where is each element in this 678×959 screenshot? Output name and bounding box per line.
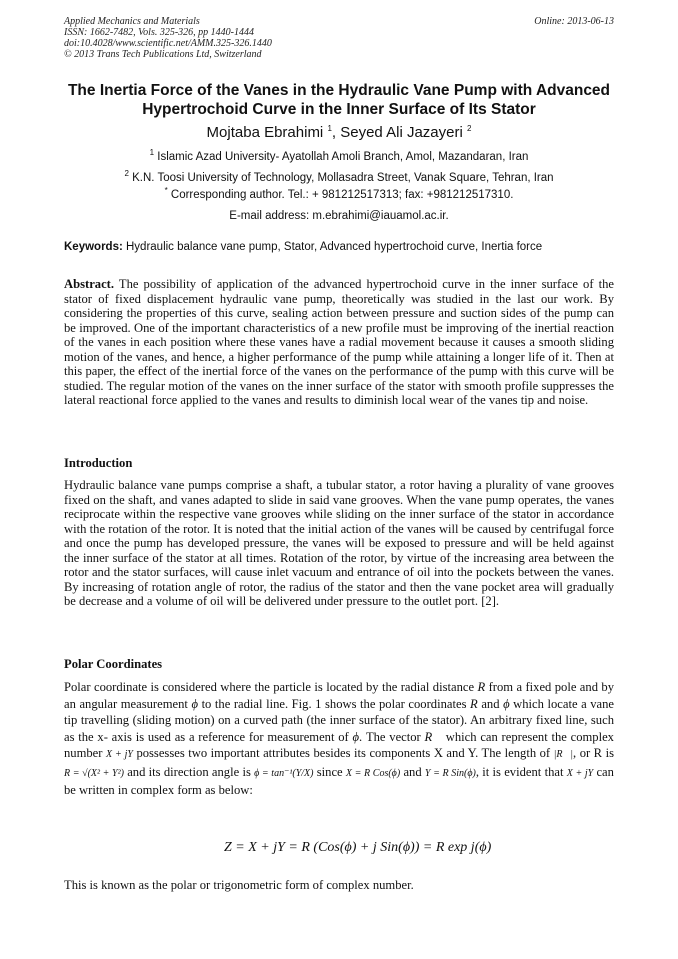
polar-text-3: to the radial line. Fig. 1 shows the polar coordinates — [201, 696, 467, 711]
sym-R-vector: R⃗ — [424, 729, 443, 744]
formula-Y: Y = R Sin(ϕ) — [424, 767, 476, 779]
aff-1-sup: 1 — [149, 148, 155, 158]
corresponding-author — [40, 188, 638, 202]
sym-complex-2: X + jY — [566, 767, 594, 779]
word-and-2: and — [403, 764, 422, 779]
author-1-sup: 1 — [327, 124, 332, 133]
polar-text-10: , it is evident that — [475, 764, 564, 779]
issn-line: ISSN: 1662-7482, Vols. 325-326, pp 1440-1444 — [64, 27, 254, 38]
aff-2-text: K.N. Toosi University of Technology, Mollasadra Street, Vanak Square, Tehran, Iran — [132, 172, 554, 184]
aff-1-text: Islamic Azad University- Ayatollah Amoli Branch, Amol, Mazandaran, Iran — [157, 151, 529, 163]
closing-sentence: This is known as the polar or trigonometric form of complex number. — [64, 878, 414, 892]
polar-heading: Polar Coordinates — [64, 657, 163, 671]
author-separator: , — [331, 124, 341, 141]
polar-text-2: from a fixed pole and by an angular measurement — [64, 680, 614, 711]
sym-R-2: R — [470, 696, 478, 711]
doi-line: doi:10.4028/www.scientific.net/AMM.325-326.1440 — [64, 38, 272, 49]
online-date: Online: 2013-06-13 — [534, 16, 614, 27]
polar-text-1: Polar coordinate is considered where the particle is located by the radial distance — [64, 680, 475, 694]
abstract — [64, 277, 614, 408]
sym-complex: X + jY — [106, 749, 133, 760]
introduction-text: Hydraulic balance vane pumps comprise a shaft, a tubular stator, a rotor having a plurality of vane grooves fixed on the shaft, and vanes adapted to slide in said vane grooves. When the vane pump operates, the vanes reciprocate within the respective vane grooves while sliding on the inner surface of the stator in accordance with the rotation of the rotor. It is noted that the initial action of the vanes will be caused by centrifugal force and once the pump has developed pressure, the vanes will be exposed to pressure and will be held against the inner surface of the stator at all times. Rotation of the rotor, by virtue of the increasing area between the rotor and the stator surfaces, will cause inlet vacuum and entrance of oil into the pockets between the vanes. By increasing of rotation angle of rotor, the radius of the stator and then the vane pocket area will gradually be decrease and a volume of oil will be delivered under pressure to the outlet port. [2]. — [64, 478, 614, 608]
abstract-label: Abstract. — [64, 277, 115, 291]
introduction-heading: Introduction — [64, 456, 133, 470]
polar-text-11: can be written in complex form as below: — [64, 764, 614, 797]
sym-phi: ϕ — [191, 696, 198, 711]
author-1: Mojtaba Ebrahimi — [206, 124, 324, 141]
affiliation-2 — [40, 171, 638, 185]
aff-2-sup: 2 — [124, 169, 129, 179]
polar-text-4: which locate a vane tip travelling (sliding motion) on a curved path (the inner surface of the stator). An arbitrary fixed line, such as the x- axis is used as a reference for measurement of — [64, 696, 615, 744]
paper-title: The Inertia Force of the Vanes in the Hydraulic Vane Pump with Advanced Hypertrochoid Curve in the Inner Surface of Its Stator — [67, 82, 611, 118]
corr-text: Corresponding author. Tel.: + 981212517313; fax: +981212517310. — [170, 189, 514, 201]
keywords-text: Hydraulic balance vane pump, Stator, Advanced hypertrochoid curve, Inertia force — [126, 241, 543, 253]
author-2-sup: 2 — [466, 124, 472, 133]
journal-header — [64, 16, 272, 60]
polar-text-8: , or R is — [573, 746, 614, 760]
polar-paragraph — [64, 679, 614, 799]
word-and: and — [481, 696, 500, 711]
sym-R: R — [477, 680, 486, 694]
author-line — [40, 124, 638, 142]
polar-text-7: possesses two important attributes besides its components X and Y. The length of — [136, 746, 551, 760]
email-line: E-mail address: m.ebrahimi@iauamol.ac.ir. — [229, 210, 449, 222]
word-since: since — [316, 764, 343, 779]
polar-text-9: and its direction angle is — [127, 764, 251, 779]
corr-sup: * — [164, 186, 168, 196]
keywords — [64, 240, 624, 254]
author-2: Seyed Ali Jazayeri — [340, 124, 463, 141]
copyright-line: © 2013 Trans Tech Publications Ltd, Switzerland — [64, 49, 262, 60]
formula-phi: ϕ = tan⁻¹(Y/X) — [254, 767, 314, 779]
polar-text-5: . The vector — [359, 729, 421, 744]
complex-form-equation: Z = X + jY = R (Cos(ϕ) + j Sin(ϕ)) = R exp j(ϕ) — [224, 840, 492, 855]
sym-R-abs: |R⃗| — [553, 749, 574, 760]
formula-R: R = √(X² + Y²) — [64, 767, 124, 779]
formula-X: X = R Cos(ϕ) — [345, 767, 401, 779]
sym-phi-2: ϕ — [503, 696, 510, 711]
keywords-label: Keywords: — [64, 241, 123, 253]
journal-name: Applied Mechanics and Materials — [64, 16, 200, 27]
affiliation-1 — [40, 150, 638, 164]
sym-phi-3: ϕ — [352, 729, 360, 744]
abstract-text: The possibility of application of the advanced hypertrochoid curve in the inner surface of the stator of fixed displacement hydraulic vane pump, theoretically was studied in the last our work. By considering the properties of this curve, sealing action between pressure and suction sides of the pump can be improved. One of the important characteristics of a new profile must be improving of the inertial reaction of the vanes in each position where these vanes have a radial movement because it causes a smooth sliding motion of the vanes, and hence, a higher performance of the pump while attaining a longer life of it. Then at this paper, the effect of the inertial force of the vanes on the performance of the pump with this curve will be studied. The regular motion of the vanes on the inner surface of the stator with smooth profile suppresses the lateral reactional force applied to the vanes and results to diminish local wear of the vanes tip and noise. — [64, 277, 615, 407]
polar-text-6: which can represent the complex number — [64, 729, 614, 760]
